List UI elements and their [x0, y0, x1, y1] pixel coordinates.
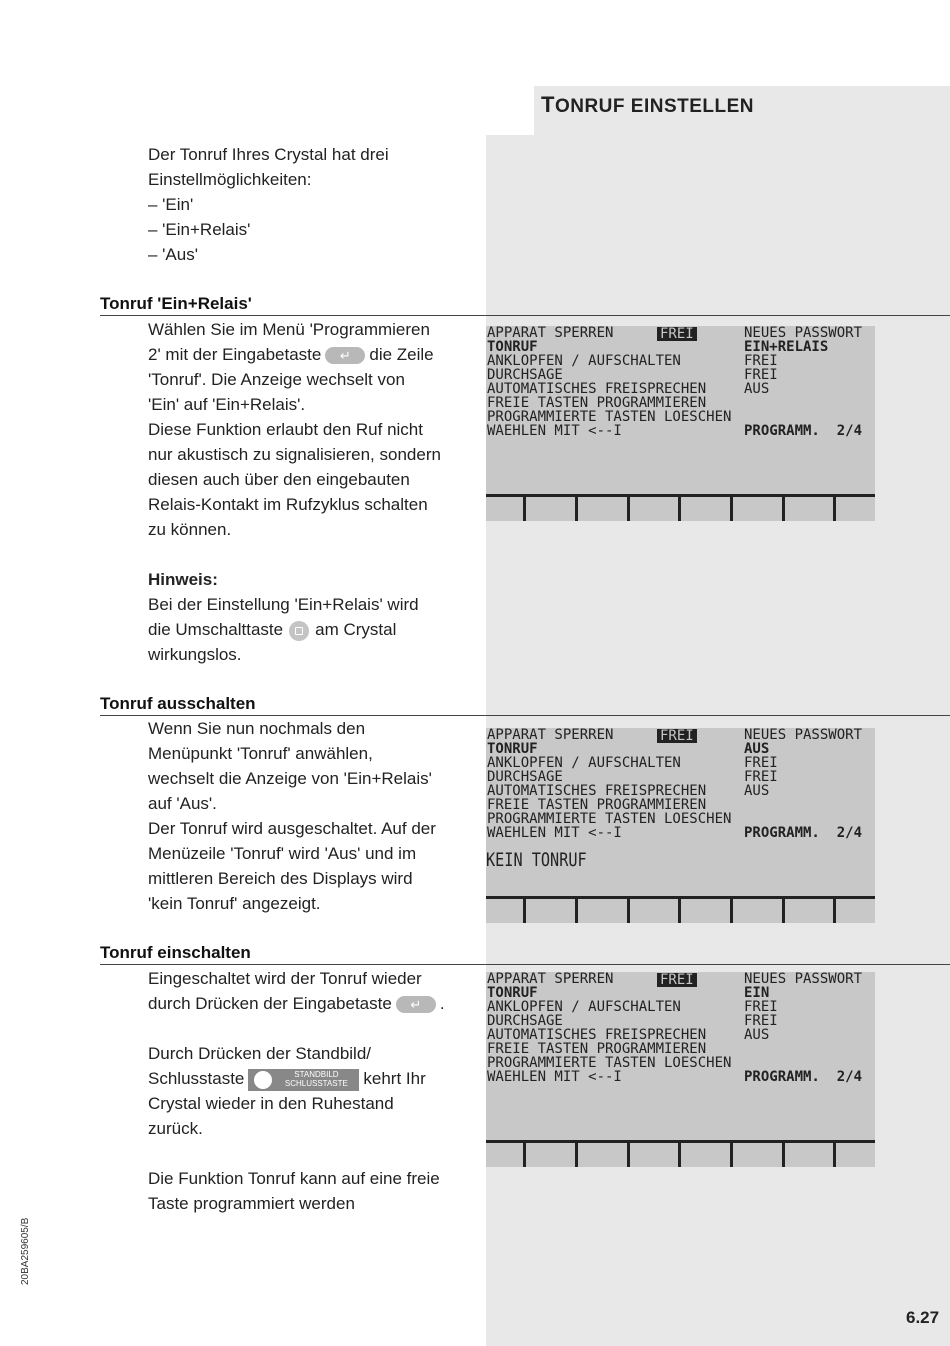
section2-text [148, 716, 436, 916]
hint-label: Hinweis: [148, 570, 218, 589]
menu-item: FREIE TASTEN PROGRAMMIEREN [487, 1041, 707, 1057]
moon-icon [254, 1071, 272, 1089]
key-label-line: SCHLUSSTASTE [284, 1078, 348, 1088]
enter-key-icon: ↵ [325, 347, 365, 364]
text-line: Diese Funktion erlaubt den Ruf nicht [148, 420, 423, 439]
softkey-divider [575, 1143, 578, 1167]
text-fragment: Schlusstaste [148, 1069, 245, 1088]
text-line: Der Tonruf wird ausgeschaltet. Auf der [148, 819, 436, 838]
menu-value: NEUES PASSWORT [744, 727, 863, 743]
option-item: – 'Ein' [148, 195, 194, 214]
text-fragment: 2' mit der Eingabetaste [148, 345, 322, 364]
softkey-divider [782, 497, 785, 521]
text-line: diesen auch über den eingebauten [148, 470, 410, 489]
softkey-divider [782, 899, 785, 923]
menu-value: FREI [744, 769, 778, 785]
text-line: mittleren Bereich des Displays wird [148, 869, 413, 888]
intro-text [148, 142, 389, 267]
softkey-row [486, 1143, 875, 1167]
title-initial: T [541, 92, 555, 117]
menu-value: FREI [744, 1013, 778, 1029]
text-fragment: kehrt Ihr [363, 1069, 426, 1088]
softkey-divider [627, 899, 630, 923]
softkey-divider [730, 497, 733, 521]
menu-item: AUTOMATISCHES FREISPRECHEN [487, 783, 707, 799]
text-line: Menüzeile 'Tonruf' wird 'Aus' und im [148, 844, 417, 863]
text-line: Taste programmiert werden [148, 1194, 355, 1213]
menu-item: DURCHSAGE [487, 1013, 563, 1029]
menu-item: PROGRAMMIERTE TASTEN LOESCHEN [487, 409, 732, 425]
menu-item: AUTOMATISCHES FREISPRECHEN [487, 1027, 707, 1043]
section-heading-ein-relais: Tonruf 'Ein+Relais' [100, 294, 252, 313]
text-line: Durch Drücken der Standbild/ [148, 1044, 372, 1063]
page-indicator: PROGRAMM. 2/4 [744, 825, 863, 841]
spacer [148, 1141, 445, 1166]
softkey-divider [833, 1143, 836, 1167]
menu-hint: WAEHLEN MIT <--I [487, 423, 622, 439]
page-title [541, 92, 754, 118]
menu-item: AUTOMATISCHES FREISPRECHEN [487, 381, 707, 397]
shift-key-icon [289, 621, 309, 641]
section3-text [148, 966, 445, 1216]
menu-item: ANKLOPFEN / AUFSCHALTEN [487, 353, 681, 369]
text-line: Die Funktion Tonruf kann auf eine freie [148, 1169, 440, 1188]
section-heading-ausschalten: Tonruf ausschalten [100, 694, 256, 713]
menu-item: ANKLOPFEN / AUFSCHALTEN [487, 999, 681, 1015]
menu-item-tonruf: TONRUF [487, 985, 538, 1001]
text-fragment: durch Drücken der Eingabetaste [148, 994, 392, 1013]
page-number: 6.27 [906, 1308, 940, 1327]
softkey-divider [678, 1143, 681, 1167]
menu-item-tonruf: TONRUF [487, 741, 538, 757]
text-line [148, 342, 441, 367]
softkey-divider [523, 497, 526, 521]
text-line [148, 1066, 445, 1091]
text-line: Wenn Sie nun nochmals den [148, 719, 366, 738]
softkey-divider [730, 1143, 733, 1167]
text-line: Relais-Kontakt im Rufzyklus schalten [148, 495, 428, 514]
menu-item: DURCHSAGE [487, 367, 563, 383]
menu-value: AUS [744, 1027, 770, 1043]
menu-item-tonruf: TONRUF [487, 339, 538, 355]
status-badge: FREI [657, 327, 697, 341]
text-line: Bei der Einstellung 'Ein+Relais' wird [148, 595, 419, 614]
display-ein-relais [486, 326, 875, 521]
section-rule [100, 964, 950, 965]
softkey-divider [523, 899, 526, 923]
page-indicator: PROGRAMM. 2/4 [744, 423, 863, 439]
text-fragment: . [439, 994, 445, 1013]
softkey-divider [575, 899, 578, 923]
menu-item: FREIE TASTEN PROGRAMMIEREN [487, 395, 707, 411]
menu-item-apparat-sperren: APPARAT SPERREN [487, 727, 614, 743]
menu-hint: WAEHLEN MIT <--I [487, 1069, 622, 1085]
menu-value: FREI [744, 353, 778, 369]
menu-value: NEUES PASSWORT [744, 971, 863, 987]
section-rule [100, 315, 950, 316]
display-message: KEIN TONRUF [486, 849, 587, 871]
title-rest: ONRUF EINSTELLEN [554, 96, 755, 117]
menu-item: FREIE TASTEN PROGRAMMIEREN [487, 797, 707, 813]
text-line: wechselt die Anzeige von 'Ein+Relais' [148, 769, 432, 788]
text-line: Wählen Sie im Menü 'Programmieren [148, 320, 430, 339]
text-line: Eingeschaltet wird der Tonruf wieder [148, 969, 422, 988]
text-line [148, 617, 441, 642]
text-line: Crystal wieder in den Ruhestand [148, 1094, 394, 1113]
status-badge: FREI [657, 729, 697, 743]
tonruf-value: EIN+RELAIS [744, 339, 829, 355]
spacer [148, 542, 441, 567]
key-label-line: STANDBILD [294, 1069, 339, 1079]
softkey-row [486, 899, 875, 923]
document-code: 20BA259605/B [20, 1217, 31, 1285]
softkey-divider [730, 899, 733, 923]
enter-key-icon: ↵ [396, 996, 436, 1013]
softkey-divider [782, 1143, 785, 1167]
text-line: auf 'Aus'. [148, 794, 217, 813]
softkey-divider [833, 899, 836, 923]
intro-line: Einstellmöglichkeiten: [148, 170, 312, 189]
tonruf-value: EIN [744, 985, 770, 1001]
option-item: – 'Aus' [148, 245, 198, 264]
text-line: nur akustisch zu signalisieren, sondern [148, 445, 441, 464]
section-heading-einschalten: Tonruf einschalten [100, 943, 251, 962]
text-line: wirkungslos. [148, 645, 242, 664]
softkey-divider [575, 497, 578, 521]
softkey-row [486, 497, 875, 521]
softkey-divider [523, 1143, 526, 1167]
menu-hint: WAEHLEN MIT <--I [487, 825, 622, 841]
menu-value: FREI [744, 367, 778, 383]
menu-value: FREI [744, 999, 778, 1015]
softkey-divider [833, 497, 836, 521]
text-fragment: am Crystal [315, 620, 397, 639]
softkey-divider [678, 497, 681, 521]
intro-line: Der Tonruf Ihres Crystal hat drei [148, 145, 389, 164]
standbild-key-icon [248, 1069, 359, 1091]
tonruf-value: AUS [744, 741, 770, 757]
menu-item: DURCHSAGE [487, 769, 563, 785]
text-line: 'Ein' auf 'Ein+Relais'. [148, 395, 306, 414]
menu-value: NEUES PASSWORT [744, 325, 863, 341]
text-line: Menüpunkt 'Tonruf' anwählen, [148, 744, 373, 763]
softkey-divider [678, 899, 681, 923]
text-line [148, 991, 445, 1016]
section1-text [148, 317, 441, 667]
page-indicator: PROGRAMM. 2/4 [744, 1069, 863, 1085]
menu-item-apparat-sperren: APPARAT SPERREN [487, 325, 614, 341]
softkey-divider [627, 497, 630, 521]
softkey-divider [627, 1143, 630, 1167]
menu-item: ANKLOPFEN / AUFSCHALTEN [487, 755, 681, 771]
text-fragment: die Umschalttaste [148, 620, 284, 639]
text-line: zurück. [148, 1119, 203, 1138]
display-aus [486, 728, 875, 923]
status-badge: FREI [657, 973, 697, 987]
menu-value: FREI [744, 755, 778, 771]
option-item: – 'Ein+Relais' [148, 220, 251, 239]
menu-value: AUS [744, 783, 770, 799]
text-line: zu können. [148, 520, 232, 539]
menu-value: AUS [744, 381, 770, 397]
text-fragment: die Zeile [369, 345, 434, 364]
spacer [148, 1016, 445, 1041]
menu-item: PROGRAMMIERTE TASTEN LOESCHEN [487, 1055, 732, 1071]
text-line: 'kein Tonruf' angezeigt. [148, 894, 321, 913]
menu-item-apparat-sperren: APPARAT SPERREN [487, 971, 614, 987]
text-line: 'Tonruf'. Die Anzeige wechselt von [148, 370, 405, 389]
display-ein [486, 972, 875, 1167]
standbild-key-label [276, 1070, 356, 1088]
menu-item: PROGRAMMIERTE TASTEN LOESCHEN [487, 811, 732, 827]
